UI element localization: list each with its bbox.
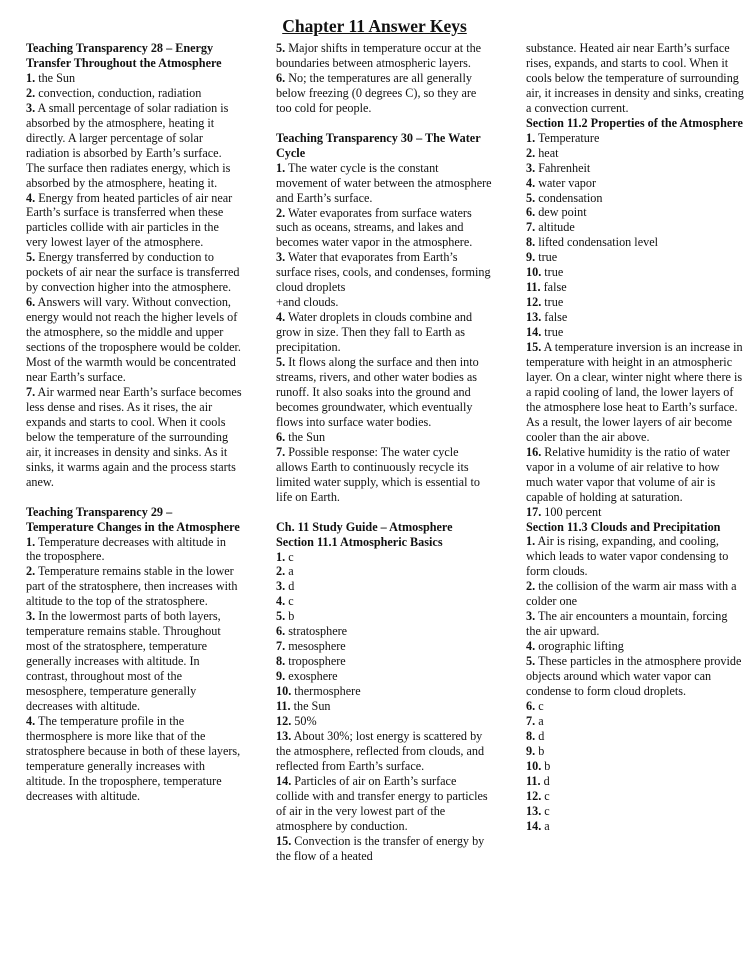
answer-item — [526, 609, 744, 639]
answer-item — [26, 609, 242, 714]
answer-number: 2. — [26, 564, 36, 579]
answer-number: 1. — [26, 70, 36, 85]
answer-number: 3. — [26, 609, 36, 624]
answer-text: mesosphere — [285, 639, 346, 654]
answer-text: Air warmed near Earth’s surface becomes less dense and rises. As it rises, the air expands and starts to cool. When it cools below the temperature of the surrounding air, it increases in density and sinks. As it sinks, it warms again and the process starts anew. — [26, 384, 242, 489]
answer-text: altitude — [535, 220, 575, 235]
answer-text: c — [541, 788, 550, 803]
answer-number: 2. — [26, 85, 36, 100]
answer-text: a — [541, 818, 550, 833]
answer-item — [276, 161, 492, 206]
answer-text: Air is rising, expanding, and cooling, which leads to water vapor condensing to form clouds. — [526, 534, 729, 579]
answer-item — [26, 564, 242, 609]
answer-text: About 30%; lost energy is scattered by the atmosphere, reflected from clouds, and reflected from Earth’s surface. — [276, 728, 485, 773]
answer-text: The water cycle is the constant movement of water between the atmosphere and Earth’s surface. — [276, 160, 492, 205]
answer-text: Relative humidity is the ratio of water vapor in a volume of air relative to how much water vapor that volume of air is capable of holding at saturation. — [526, 444, 730, 504]
answer-number: 10. — [276, 684, 292, 699]
answer-text: In the lowermost parts of both layers, temperature remains stable. Throughout most of the stratosphere, temperature generally increases with altitude. In contrast, throughout most of the mesosphere, temperature generally decreases with altitude. — [26, 609, 221, 713]
answer-item — [276, 41, 492, 71]
answer-item — [526, 714, 744, 729]
answer-text: the collision of the warm air mass with a colder one — [526, 579, 737, 609]
answer-item — [26, 385, 242, 490]
answer-text: c — [541, 803, 550, 818]
answer-text: convection, conduction, radiation — [35, 85, 202, 100]
answer-number: 7. — [526, 220, 536, 235]
answer-text: Temperature remains stable in the lower part of the stratosphere, then increases with altitude to the top of the stratosphere. — [26, 564, 238, 609]
answer-number: 5. — [276, 609, 286, 624]
answer-item — [276, 594, 492, 609]
answer-item — [526, 265, 744, 280]
answer-number: 17. — [526, 504, 542, 519]
answer-number: 3. — [526, 609, 536, 624]
answer-item — [26, 250, 242, 295]
answer-number: 1. — [276, 160, 286, 175]
answer-text: thermosphere — [291, 684, 361, 699]
answer-number: 6. — [276, 624, 286, 639]
answer-text: heat — [535, 145, 559, 160]
answer-section — [26, 41, 242, 490]
section-heading: Teaching Transparency 28 – Energy Transfer Throughout the Atmosphere — [26, 41, 222, 70]
answer-text: d — [535, 728, 545, 743]
answer-number: 12. — [276, 713, 292, 728]
answer-number: 4. — [276, 594, 286, 609]
answer-text: true — [535, 250, 558, 265]
answer-number: 13. — [526, 803, 542, 818]
answer-section — [526, 116, 744, 520]
answer-text: Temperature — [535, 130, 600, 145]
answer-number: 11. — [276, 699, 291, 714]
answer-item — [526, 250, 744, 265]
section-heading: Teaching Transparency 30 – The Water Cycle — [276, 130, 481, 160]
answer-item — [526, 804, 744, 819]
answer-item — [26, 714, 242, 804]
answer-text: false — [540, 280, 567, 295]
answer-text: It flows along the surface and then into streams, rivers, and other water bodies as runoff. It also soaks into the ground and becomes groundwater, which eventually flows into surface water bodies. — [276, 355, 479, 429]
answer-text: exosphere — [285, 669, 338, 684]
answer-text: No; the temperatures are all generally below freezing (0 degrees C), so they are too cold for people. — [276, 70, 477, 115]
answer-item — [276, 206, 492, 251]
answer-text: false — [541, 310, 568, 325]
answer-number: 5. — [526, 654, 536, 669]
section-heading: Teaching Transparency 29 – Temperature Changes in the Atmosphere — [26, 504, 240, 534]
answer-item — [526, 191, 744, 206]
answer-item — [276, 729, 492, 774]
answer-number: 4. — [526, 639, 536, 654]
answer-text: a — [535, 713, 544, 728]
answer-item — [526, 819, 744, 834]
answer-text: Water evaporates from surface waters such as oceans, streams, and lakes and becomes water vapor in the atmosphere. — [276, 205, 473, 250]
answer-text: true — [541, 295, 564, 310]
answer-section — [276, 131, 492, 505]
answer-item — [276, 445, 492, 505]
answer-item — [526, 579, 744, 609]
answer-item — [26, 295, 242, 385]
answer-number: 14. — [276, 773, 292, 788]
answer-number: 14. — [526, 818, 542, 833]
page-title: Chapter 11 Answer Keys — [282, 16, 467, 36]
answer-text: The air encounters a mountain, forcing the air upward. — [526, 609, 728, 639]
answer-text: Possible response: The water cycle allows Earth to continuously recycle its limited water supply, which is essential to life on Earth. — [276, 444, 480, 504]
answer-text: true — [541, 265, 564, 280]
answer-item — [526, 295, 744, 310]
answer-number: 12. — [526, 788, 542, 803]
answer-text: substance. Heated air near Earth’s surface rises, expands, and starts to cool. When it cools below the temperature of surrounding air, it increases in density and sinks, creating a convection current. — [526, 41, 744, 115]
answer-item — [276, 639, 492, 654]
answer-text: Energy transferred by conduction to pockets of air near the surface is transferred by convection higher into the atmosphere. — [26, 250, 240, 295]
answer-number: 8. — [276, 654, 286, 669]
answer-number: 5. — [26, 250, 36, 265]
answer-number: 7. — [526, 713, 536, 728]
answer-number: 7. — [276, 639, 286, 654]
answer-item — [276, 579, 492, 594]
section-gap — [276, 116, 492, 131]
answer-number: 15. — [276, 833, 292, 848]
answer-section — [276, 535, 492, 864]
answer-section — [526, 41, 744, 116]
answer-item — [526, 325, 744, 340]
answer-item — [276, 430, 492, 445]
answer-number: 7. — [26, 384, 36, 399]
column-2 — [276, 41, 492, 864]
answer-item — [276, 310, 492, 355]
answer-text: a — [285, 564, 294, 579]
answer-text: Convection is the transfer of energy by the flow of a heated — [276, 833, 485, 863]
answer-item — [526, 729, 744, 744]
answer-section — [276, 41, 492, 116]
answer-number: 10. — [526, 758, 542, 773]
answer-number: 6. — [276, 70, 286, 85]
answer-item — [526, 41, 744, 116]
answer-text: These particles in the atmosphere provide objects around which water vapor can condense to form cloud droplets. — [526, 654, 742, 698]
answer-item — [526, 759, 744, 774]
answer-text: orographic lifting — [535, 639, 624, 654]
section-heading: Section 11.3 Clouds and Precipitation — [526, 519, 721, 534]
answer-text: stratosphere — [285, 624, 348, 639]
answer-text: 50% — [291, 713, 317, 728]
answer-text: A small percentage of solar radiation is absorbed by the atmosphere, heating it directly. A larger percentage of solar radiation is absorbed by Earth’s surface. The surface then radiates energy, which is absorbed by the atmosphere, heating it. — [26, 100, 231, 190]
answer-item — [526, 280, 744, 295]
answer-number: 7. — [276, 444, 286, 459]
answer-number: 3. — [526, 160, 536, 175]
answer-item — [276, 564, 492, 579]
answer-number: 4. — [26, 190, 36, 205]
answer-item — [526, 235, 744, 250]
answer-text: Major shifts in temperature occur at the boundaries between atmospheric layers. — [276, 41, 482, 70]
answer-number: 14. — [526, 325, 542, 340]
answer-text: Water droplets in clouds combine and grow in size. Then they fall to Earth as precipitation. — [276, 310, 473, 355]
answer-item — [276, 684, 492, 699]
answer-item — [276, 355, 492, 430]
answer-text: b — [535, 743, 545, 758]
answer-number: 5. — [276, 355, 286, 370]
answer-number: 1. — [526, 534, 536, 549]
answer-number: 6. — [276, 429, 286, 444]
answer-item — [276, 714, 492, 729]
answer-item — [26, 71, 242, 86]
answer-number: 3. — [276, 579, 286, 594]
answer-number: 2. — [276, 205, 286, 220]
answer-item — [526, 161, 744, 176]
answer-item — [26, 191, 242, 251]
answer-item — [276, 295, 492, 310]
answer-text: c — [535, 698, 544, 713]
answer-number: 8. — [526, 728, 536, 743]
answer-item — [526, 131, 744, 146]
answer-item — [526, 310, 744, 325]
answer-number: 13. — [276, 728, 292, 743]
answer-item — [526, 699, 744, 714]
answer-text: 100 percent — [541, 504, 602, 519]
answer-number: 2. — [526, 579, 536, 594]
answer-text: Water that evaporates from Earth’s surface rises, cools, and condenses, forming cloud droplets — [276, 250, 491, 295]
answer-text: Answers will vary. Without convection, energy would not reach the higher levels of the atmosphere, so the middle and upper sections of the troposphere would be colder. Most of the warmth would be concentrated near Earth’s surface. — [26, 295, 241, 384]
answer-number: 12. — [526, 295, 542, 310]
answer-text: The temperature profile in the thermosphere is more like that of the stratosphere because in both of these layers, temperature generally increases with altitude. In the troposphere, temperature decreases with altitude. — [26, 713, 241, 803]
answer-number: 1. — [526, 130, 536, 145]
answer-number: 6. — [526, 698, 536, 713]
answer-section — [26, 505, 242, 804]
answer-item — [526, 744, 744, 759]
answer-item — [26, 535, 242, 565]
answer-item — [526, 505, 744, 520]
answer-text: d — [540, 773, 550, 788]
answer-number: 6. — [26, 295, 36, 310]
answer-number: 2. — [276, 564, 286, 579]
answer-item — [526, 205, 744, 220]
answer-text: water vapor — [535, 175, 597, 190]
answer-item — [526, 445, 744, 505]
answer-text: the Sun — [285, 429, 326, 444]
answer-item — [526, 146, 744, 161]
answer-number: 4. — [276, 310, 286, 325]
answer-item — [526, 639, 744, 654]
answer-number: 10. — [526, 265, 542, 280]
answer-item — [276, 774, 492, 834]
answer-text: the Sun — [35, 70, 76, 85]
answer-number: 3. — [26, 100, 36, 115]
answer-text: dew point — [535, 205, 587, 220]
answer-text: true — [541, 325, 564, 340]
section-heading: Section 11.1 Atmospheric Basics — [276, 534, 443, 549]
answer-text: +and clouds. — [276, 295, 339, 310]
answer-item — [526, 534, 744, 579]
answer-item — [26, 101, 242, 191]
answer-number: 1. — [26, 534, 36, 549]
answer-item — [276, 250, 492, 295]
section-gap — [276, 505, 492, 520]
answer-number: 1. — [276, 549, 286, 564]
answer-text: the Sun — [290, 699, 331, 714]
answer-item — [276, 624, 492, 639]
answer-item — [526, 220, 744, 235]
answer-item — [276, 71, 492, 116]
answer-number: 3. — [276, 250, 286, 265]
answer-text: lifted condensation level — [535, 235, 658, 250]
answer-text: b — [285, 609, 295, 624]
answer-number: 9. — [526, 743, 536, 758]
answer-number: 9. — [276, 669, 286, 684]
answer-text: A temperature inversion is an increase in temperature with height in an atmospheric layer. On a clear, winter night where there is a rapid cooling of land, the lower layers of the atmosphere lose heat to Earth’s surface. As a result, the lower layers of air become cooler than the air above. — [526, 340, 743, 444]
answer-number: 15. — [526, 340, 542, 355]
answer-number: 16. — [526, 444, 542, 459]
answer-item — [276, 609, 492, 624]
answer-item — [276, 834, 492, 864]
answer-text: Energy from heated particles of air near Earth’s surface is transferred when these particles collide with air particles in the very lowest layer of the atmosphere. — [26, 190, 233, 250]
answer-number: 11. — [526, 773, 541, 788]
answer-text: b — [541, 758, 551, 773]
answer-section — [526, 520, 744, 834]
answer-number: 11. — [526, 280, 541, 295]
answer-text: c — [285, 594, 294, 609]
column-3 — [526, 41, 744, 834]
answer-item — [526, 654, 744, 699]
answer-text: troposphere — [285, 654, 346, 669]
answer-item — [26, 86, 242, 101]
answer-item — [526, 774, 744, 789]
answer-item — [276, 654, 492, 669]
answer-item — [276, 550, 492, 565]
answer-item — [276, 699, 492, 714]
answer-item — [526, 340, 744, 445]
answer-item — [526, 176, 744, 191]
answer-text: Particles of air on Earth’s surface collide with and transfer energy to particles of air in the very lowest part of the atmosphere by conduction. — [276, 773, 488, 833]
answer-number: 5. — [526, 190, 536, 205]
answer-number: 8. — [526, 235, 536, 250]
answer-item — [526, 789, 744, 804]
answer-text: Fahrenheit — [535, 160, 591, 175]
answer-number: 5. — [276, 41, 286, 55]
section-heading: Section 11.2 Properties of the Atmosphere — [526, 115, 743, 130]
answer-number: 6. — [526, 205, 536, 220]
answer-text: condensation — [535, 190, 603, 205]
answer-number: 9. — [526, 250, 536, 265]
section-gap — [26, 490, 242, 505]
answer-item — [276, 669, 492, 684]
answer-text: Temperature decreases with altitude in the troposphere. — [26, 534, 226, 564]
answer-text: c — [285, 549, 294, 564]
answer-number: 13. — [526, 310, 542, 325]
answer-number: 4. — [26, 713, 36, 728]
column-1 — [26, 41, 242, 804]
answer-number: 4. — [526, 175, 536, 190]
answer-number: 2. — [526, 145, 536, 160]
answer-section — [276, 520, 492, 535]
section-heading: Ch. 11 Study Guide – Atmosphere — [276, 519, 453, 534]
answer-text: d — [285, 579, 295, 594]
